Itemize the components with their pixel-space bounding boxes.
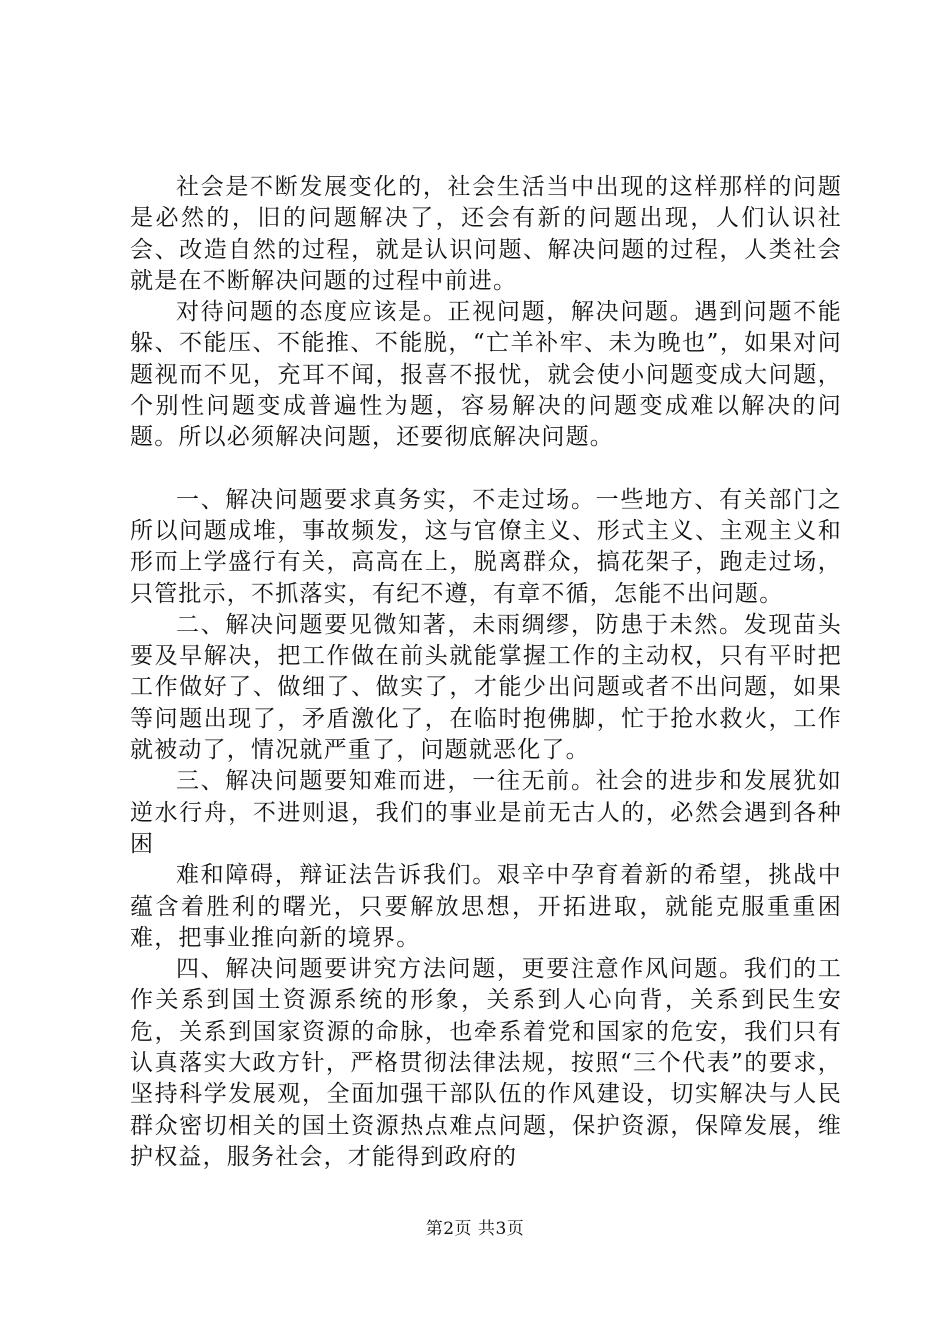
paragraph-point-four: 四、解决问题要讲究方法问题，更要注意作风问题。我们的工作关系到国土资源系统的形象，关系到人心向背，关系到民生安危，关系到国家资源的命脉，也牵系着党和国家的危安，我们只有认真落实大政方针，严格贯彻法律法规，按照“三个代表”的要求，坚持科学发展观，全面加强干部队伍的作风建设，切实解决与人民群众密切相关的国土资源热点难点问题，保护资源，保障发展，维护权益，服务社会，才能得到政府的: [130, 956, 842, 1170]
paragraph-point-two: 二、解决问题要见微知著，未雨绸缪，防患于未然。发现苗头要及早解决，把工作做在前头就能掌握工作的主动权，只有平时把工作做好了、做细了、做实了，才能少出问题或者不出问题，如果等问题出现了，矛盾激化了，在临时抱佛脚，忙于抢水救火，工作就被动了，情况就严重了，问题就恶化了。: [130, 611, 842, 764]
paragraph-intro: 社会是不断发展变化的，社会生活当中出现的这样那样的问题是必然的，旧的问题解决了，还会有新的问题出现，人们认识社会、改造自然的过程，就是认识问题、解决问题的过程，人类社会就是在不断解决问题的过程中前进。: [130, 174, 842, 294]
paragraph-attitude: 对待问题的态度应该是。正视问题，解决问题。遇到问题不能躲、不能压、不能推、不能脱，“亡羊补牢、未为晚也”，如果对问题视而不见，充耳不闻，报喜不报忧，就会使小问题变成大问题，个别性问题变成普遍性为题，容易解决的问题变成难以解决的问题。所以必须解决问题，还要彻底解决问题。: [130, 299, 842, 451]
paragraph-point-three: 三、解决问题要知难而进，一往无前。社会的进步和发展犹如逆水行舟，不进则退，我们的事业是前无古人的，必然会遇到各种困: [130, 768, 842, 857]
page-number-footer: 第2页 共3页: [425, 1219, 525, 1239]
document-body: [130, 172, 842, 1173]
paragraph-point-three-continued: 难和障碍，辩证法告诉我们。艰辛中孕育着新的希望，挑战中蕴含着胜利的曙光，只要解放思想，开拓进取，就能克服重重困难，把事业推向新的境界。: [130, 862, 842, 951]
paragraph-gap: [130, 454, 842, 485]
paragraph-point-one: 一、解决问题要求真务实，不走过场。一些地方、有关部门之所以问题成堆，事故频发，这与官僚主义、形式主义、主观主义和形而上学盛行有关，高高在上，脱离群众，搞花架子，跑走过场，只管批示，不抓落实，有纪不遵，有章不循，怎能不出问题。: [130, 486, 842, 607]
